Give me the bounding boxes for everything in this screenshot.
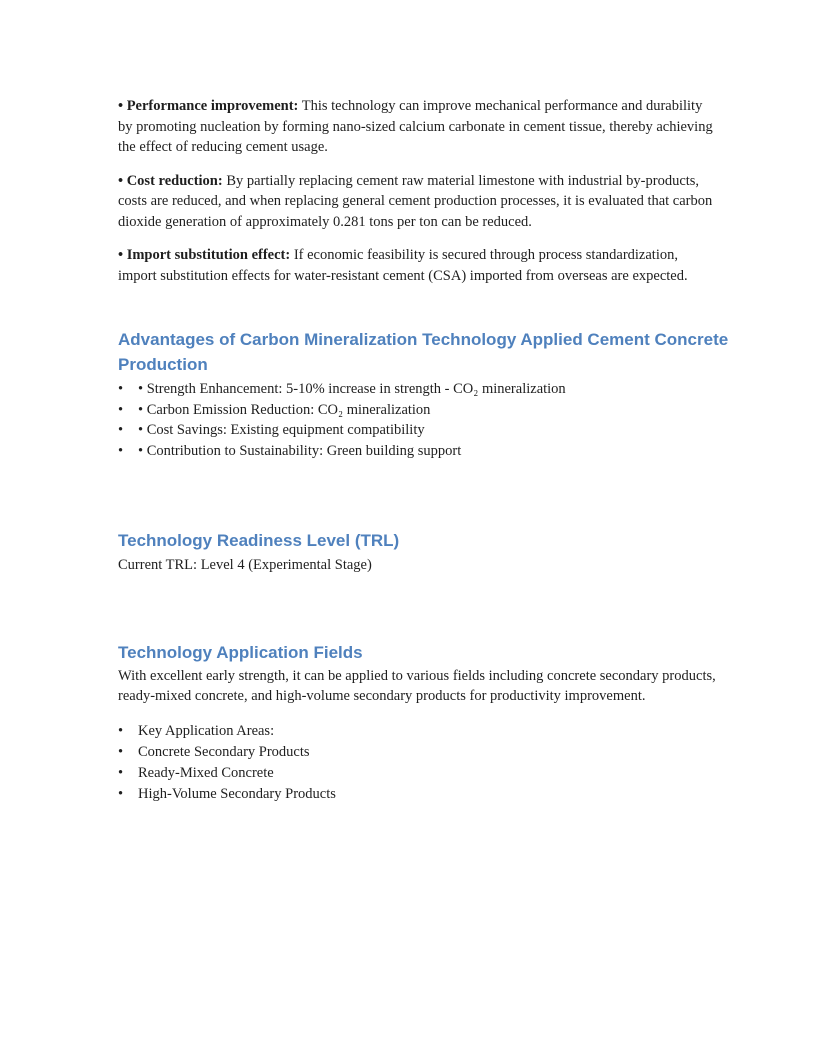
application-intro-text: With excellent early strength, it can be applied to various fields including concrete secondary products, ready-mixed concrete, and high-volume secondary products for productivity improvement.: [118, 667, 716, 704]
intro-paragraph-import: [118, 245, 718, 286]
paragraph-text: If economic feasibility is secured through process standardization, import substitution effects for water-resistant cement (CSA) imported from overseas are expected.: [118, 247, 688, 284]
trl-section-heading: Technology Readiness Level (TRL): [118, 531, 400, 550]
list-item-text: High-Volume Secondary Products: [138, 785, 336, 802]
bullet-icon: •: [118, 722, 124, 739]
intro-paragraph-cost: [118, 171, 718, 233]
list-item: [118, 400, 718, 421]
list-item: [118, 742, 718, 763]
bullet-icon: •: [118, 442, 124, 459]
list-item-text: • Strength Enhancement: 5-10% increase in strength - CO₂ mineralization: [138, 381, 566, 397]
bullet-icon: •: [118, 381, 124, 397]
bullet-icon: •: [118, 743, 124, 760]
bullet-icon: •: [118, 401, 124, 418]
advantages-list: [118, 379, 718, 461]
list-item: [118, 784, 718, 805]
list-item: [118, 379, 718, 400]
application-section-heading: Technology Application Fields: [118, 642, 363, 662]
trl-current-level-text: Current TRL: Level 4 (Experimental Stage): [118, 557, 372, 573]
paragraph-lead: • Cost reduction:: [118, 172, 223, 189]
paragraph-text: This technology can improve mechanical performance and durability by promoting nucleation by forming nano-sized calcium carbonate in cement tissue, thereby achieving the effect of reducing cement usage.: [118, 98, 713, 155]
list-item-text: • Contribution to Sustainability: Green building support: [138, 442, 462, 459]
document-content: [118, 96, 778, 805]
list-item-text: Key Application Areas:: [138, 722, 275, 739]
list-item: [118, 441, 718, 462]
list-item: [118, 721, 718, 742]
paragraph-lead: • Performance improvement:: [118, 98, 299, 114]
bullet-icon: •: [118, 764, 124, 781]
list-item-text: • Carbon Emission Reduction: CO₂ mineralization: [138, 401, 431, 418]
intro-paragraph-performance: [118, 96, 718, 158]
bullet-icon: •: [118, 785, 124, 802]
bullet-icon: •: [118, 422, 124, 438]
list-item: [118, 763, 718, 784]
advantages-section-heading: Advantages of Carbon Mineralization Technology Applied Cement Concrete Production: [118, 330, 729, 374]
paragraph-lead: • Import substitution effect:: [118, 247, 291, 263]
list-item-text: Concrete Secondary Products: [138, 743, 310, 760]
application-areas-list: [118, 721, 718, 805]
list-item-text: • Cost Savings: Existing equipment compatibility: [138, 422, 425, 438]
paragraph-text: By partially replacing cement raw material limestone with industrial by-products, costs are reduced, and when replacing general cement production processes, it is evaluated that carbon dioxide generation of approximately 0.281 tons per ton can be reduced.: [118, 172, 713, 230]
list-item: [118, 420, 718, 441]
list-item-text: Ready-Mixed Concrete: [138, 764, 274, 781]
